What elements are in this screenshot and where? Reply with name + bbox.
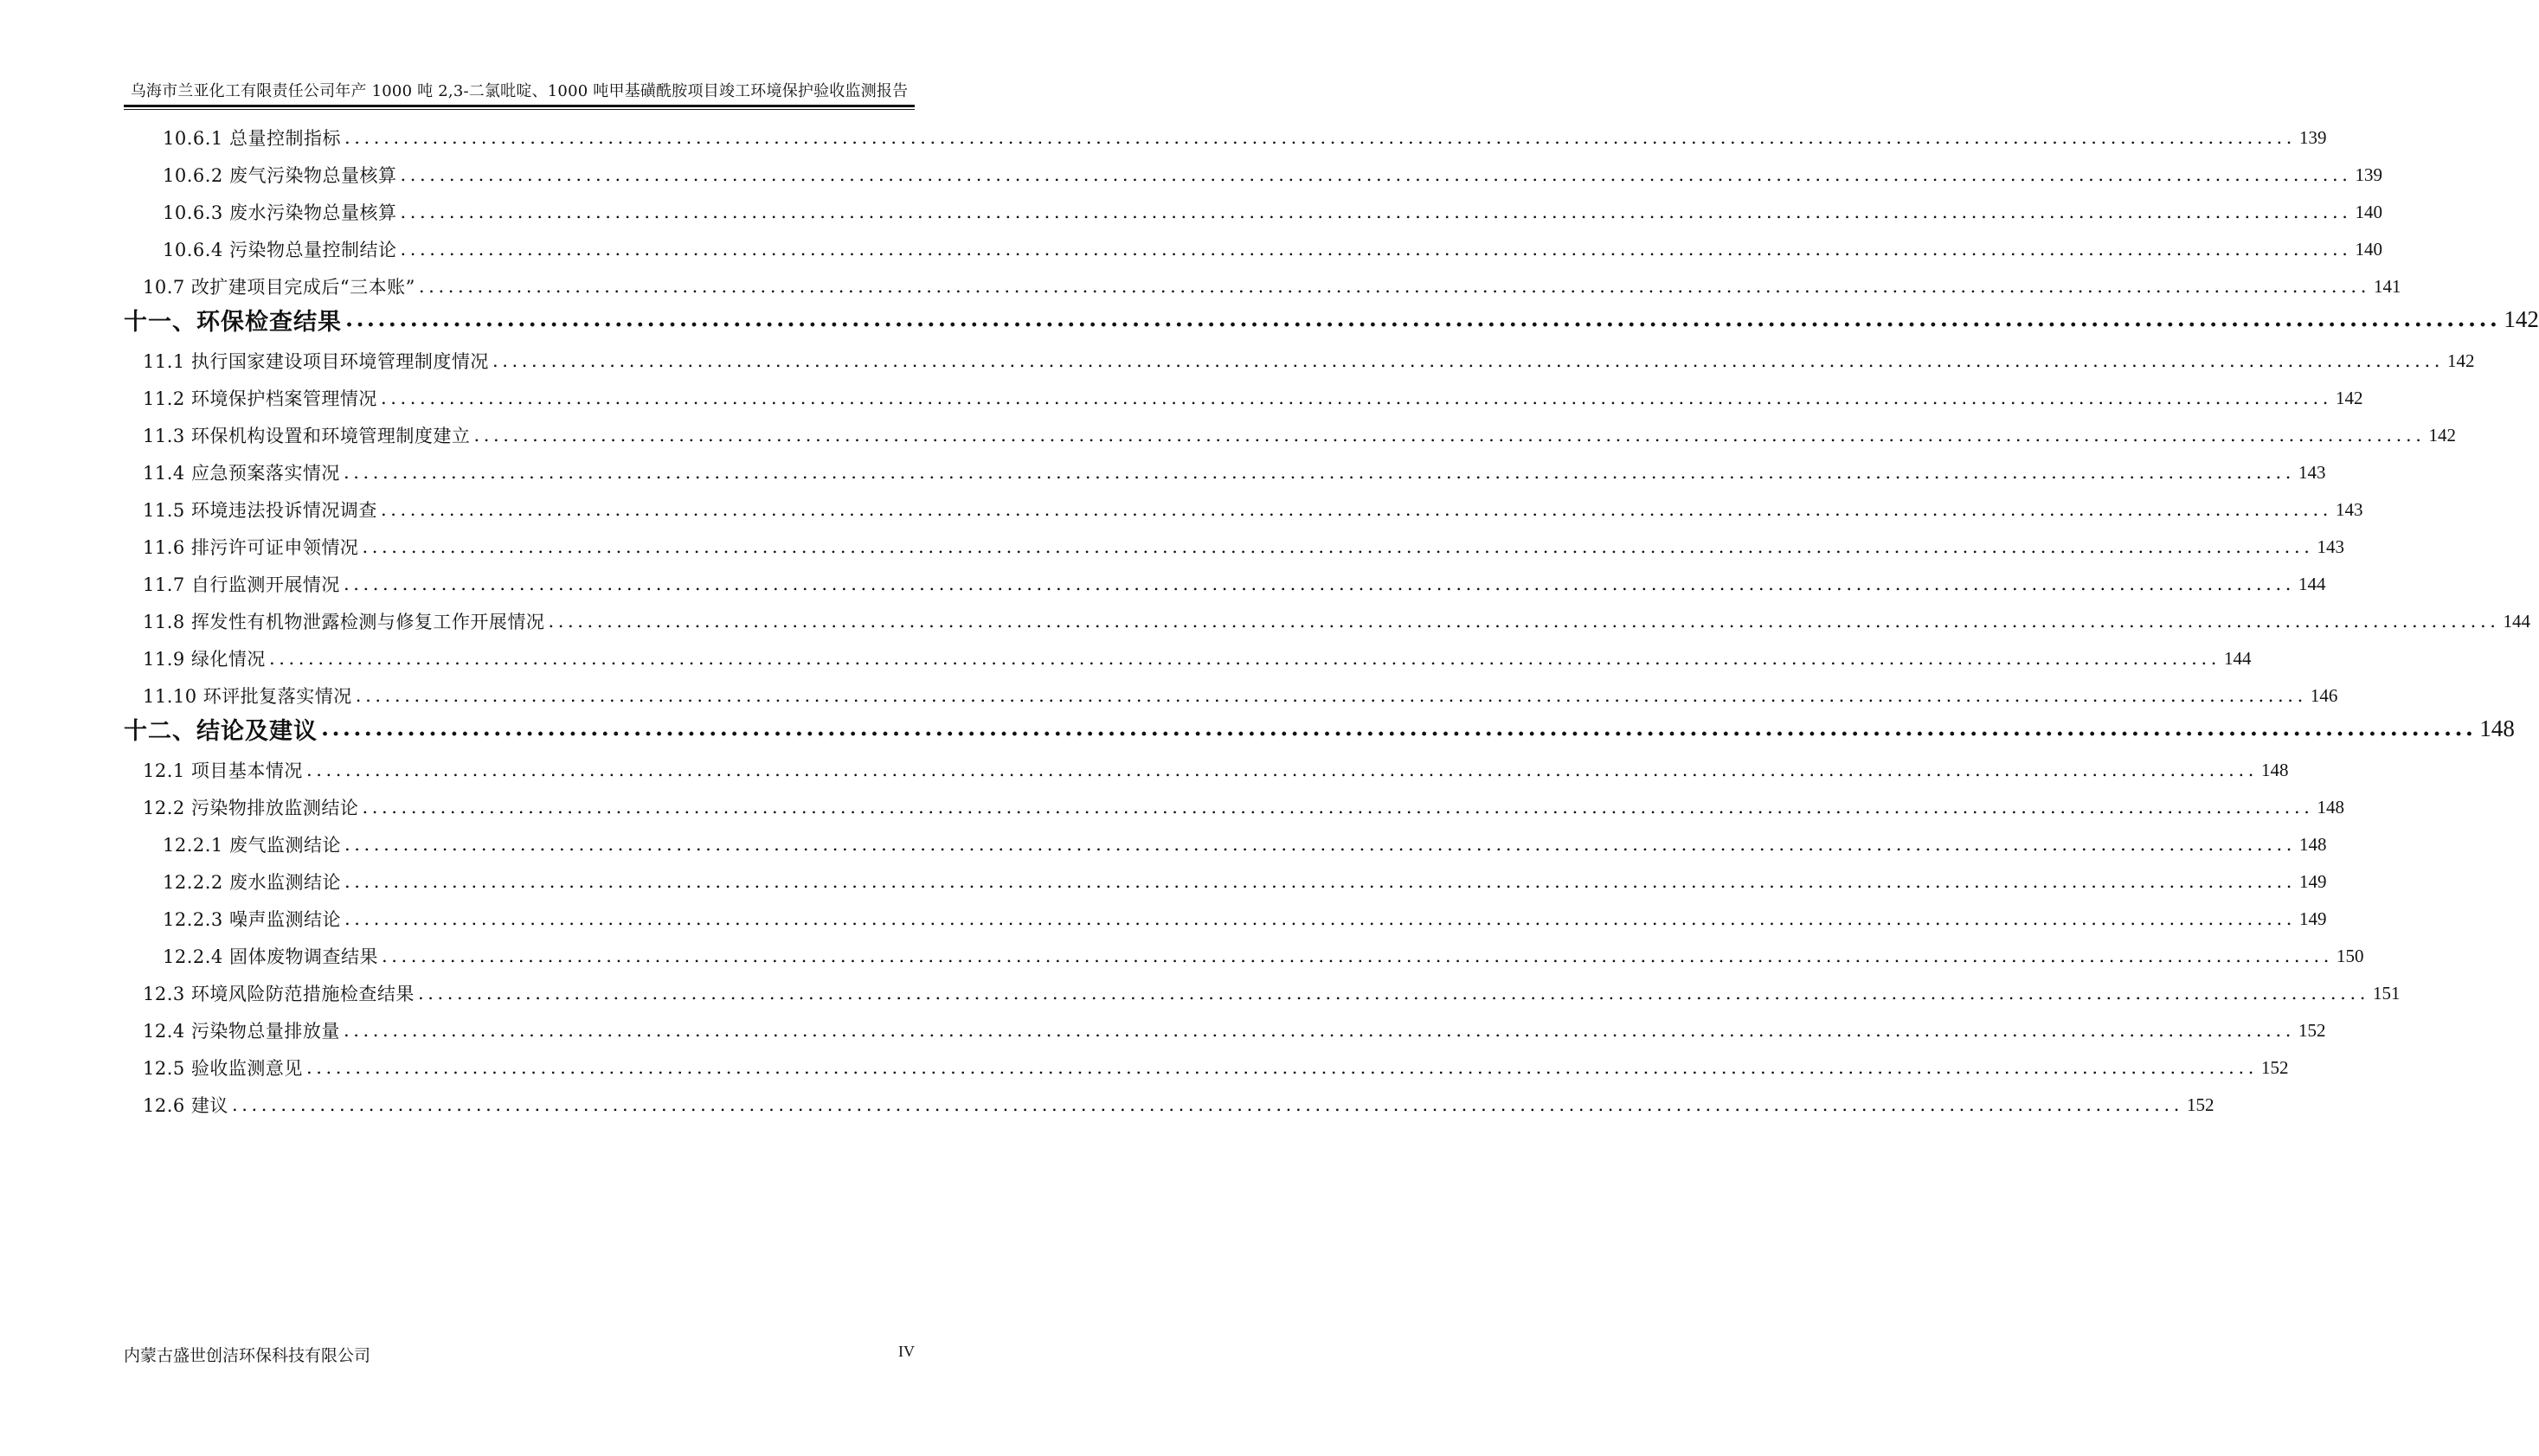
toc-entry-page: 139 [2299, 126, 2327, 148]
toc-dot-leader: ........................................................................................................................................................................................................ [344, 127, 2297, 148]
toc-entry[interactable] [124, 383, 2363, 413]
toc-entry-label: 12.4 污染物总量排放量 [143, 1021, 340, 1042]
toc-dot-leader: ........................................................................................................................................................................................................ [380, 499, 2332, 520]
toc-entry[interactable] [124, 420, 2456, 450]
toc-chapter-entry[interactable] [124, 305, 2539, 336]
toc-entry[interactable] [124, 941, 2364, 971]
toc-entry-label: 12.5 验收监测意见 [143, 1058, 303, 1079]
header-rule-thin [124, 109, 915, 110]
toc-dot-leader: ........................................................................................................................................................................................................ [344, 908, 2297, 929]
toc-entry-page: 142 [2447, 350, 2475, 371]
toc-dot-leader: ........................................................................................................................................................................................................ [345, 306, 2501, 332]
toc-entry-page: 139 [2355, 164, 2383, 185]
toc-dot-leader: ........................................................................................................................................................................................................ [305, 1057, 2258, 1078]
toc-entry-label: 12.1 项目基本情况 [143, 760, 303, 781]
toc-dot-leader: ........................................................................................................................................................................................................ [321, 715, 2477, 741]
toc-entry[interactable] [124, 904, 2327, 933]
footer-company: 内蒙古盛世创洁环保科技有限公司 [124, 1346, 371, 1365]
toc-entry[interactable] [124, 1090, 2214, 1119]
toc-entry-label: 11.7 自行监测开展情况 [143, 574, 340, 595]
toc-entry-page: 143 [2336, 498, 2363, 520]
toc-entry-page: 140 [2355, 201, 2383, 222]
toc-entry-label: 11.6 排污许可证申领情况 [143, 537, 359, 558]
toc-entry-label: 11.10 环评批复落实情况 [143, 686, 352, 707]
toc-dot-leader: ........................................................................................................................................................................................................ [362, 797, 2314, 818]
toc-entry-page: 143 [2298, 461, 2326, 483]
toc-entry[interactable] [124, 644, 2252, 673]
toc-dot-leader: ........................................................................................................................................................................................................ [418, 276, 2370, 297]
toc-entry-page: 149 [2299, 908, 2327, 929]
header-rule [124, 105, 915, 107]
toc-entry-label: 10.6.3 废水污染物总量核算 [163, 202, 397, 223]
toc-entry[interactable] [124, 272, 2401, 301]
toc-entry-page: 152 [2261, 1056, 2289, 1078]
toc-dot-leader: ........................................................................................................................................................................................................ [362, 536, 2314, 557]
toc-entry[interactable] [124, 606, 2530, 636]
toc-entry-page: 150 [2337, 945, 2364, 966]
toc-entry-page: 140 [2355, 238, 2383, 260]
toc-entry-label: 11.9 绿化情况 [143, 649, 266, 670]
document-header-title: 乌海市兰亚化工有限责任公司年产 1000 吨 2,3-二氯吡啶、1000 吨甲基磺酰胺项目竣工环境保护验收监测报告 [130, 82, 909, 100]
toc-entry-page: 144 [2298, 573, 2326, 594]
toc-dot-leader: ........................................................................................................................................................................................................ [343, 574, 2295, 594]
toc-dot-leader: ........................................................................................................................................................................................................ [400, 202, 2352, 222]
toc-entry[interactable] [124, 346, 2475, 375]
toc-entry-label: 11.2 环境保护档案管理情况 [143, 388, 377, 409]
toc-chapter-entry[interactable] [124, 714, 2515, 745]
toc-dot-leader: ........................................................................................................................................................................................................ [231, 1094, 2183, 1115]
toc-entry[interactable] [124, 569, 2326, 599]
toc-entry[interactable] [124, 792, 2344, 822]
toc-entry[interactable] [124, 495, 2363, 524]
toc-entry-page: 152 [2187, 1094, 2214, 1115]
toc-entry[interactable] [124, 867, 2327, 896]
toc-entry-page: 148 [2317, 796, 2344, 818]
toc-dot-leader: ........................................................................................................................................................................................................ [344, 834, 2297, 855]
toc-dot-leader: ........................................................................................................................................................................................................ [417, 983, 2369, 1004]
toc-entry-label: 12.6 建议 [143, 1095, 228, 1116]
toc-dot-leader: ........................................................................................................................................................................................................ [381, 946, 2334, 966]
toc-dot-leader: ........................................................................................................................................................................................................ [305, 760, 2258, 780]
toc-entry[interactable] [124, 123, 2327, 152]
toc-entry[interactable] [124, 160, 2383, 189]
toc-dot-leader: ........................................................................................................................................................................................................ [268, 648, 2221, 669]
toc-dot-leader: ........................................................................................................................................................................................................ [343, 462, 2295, 483]
toc-entry[interactable] [124, 234, 2383, 264]
toc-entry-label: 12.2.4 固体废物调查结果 [163, 946, 378, 967]
toc-entry[interactable] [124, 1016, 2326, 1045]
toc-entry-page: 149 [2299, 870, 2327, 892]
toc-entry-label: 11.5 环境违法投诉情况调查 [143, 500, 377, 521]
toc-entry[interactable] [124, 755, 2289, 785]
toc-entry-page: 151 [2373, 982, 2401, 1004]
toc-entry-label: 12.2 污染物排放监测结论 [143, 798, 359, 818]
toc-entry-page: 141 [2373, 275, 2401, 297]
toc-entry-label: 十二、结论及建议 [124, 717, 318, 745]
toc-entry-label: 11.1 执行国家建设项目环境管理制度情况 [143, 351, 489, 372]
toc-entry-label: 11.8 挥发性有机物泄露检测与修复工作开展情况 [143, 612, 545, 632]
toc-entry[interactable] [124, 458, 2326, 487]
toc-entry-label: 12.2.2 废水监测结论 [163, 872, 341, 893]
toc-entry-page: 152 [2298, 1019, 2326, 1041]
toc-entry[interactable] [124, 830, 2327, 859]
toc-entry-page: 142 [2504, 305, 2539, 332]
toc-entry[interactable] [124, 681, 2338, 710]
toc-dot-leader: ........................................................................................................................................................................................................ [400, 164, 2352, 185]
toc-entry-page: 148 [2261, 759, 2289, 780]
toc-entry-page: 143 [2317, 536, 2344, 557]
toc-entry-label: 12.3 环境风险防范措施检查结果 [143, 984, 415, 1004]
toc-entry-page: 144 [2224, 647, 2252, 669]
toc-entry-label: 11.3 环保机构设置和环境管理制度建立 [143, 426, 471, 446]
toc-entry-label: 11.4 应急预案落实情况 [143, 463, 340, 484]
toc-entry-label: 10.7 改扩建项目完成后“三本账” [143, 277, 415, 298]
toc-entry-page: 142 [2428, 424, 2456, 446]
toc-entry[interactable] [124, 1053, 2289, 1082]
toc-dot-leader: ........................................................................................................................................................................................................ [343, 1020, 2295, 1041]
toc-dot-leader: ........................................................................................................................................................................................................ [380, 388, 2332, 408]
toc-dot-leader: ........................................................................................................................................................................................................ [492, 350, 2444, 371]
toc-entry-page: 144 [2503, 610, 2530, 632]
toc-entry-label: 10.6.2 废气污染物总量核算 [163, 165, 397, 186]
toc-entry-label: 10.6.4 污染物总量控制结论 [163, 240, 397, 260]
toc-dot-leader: ........................................................................................................................................................................................................ [473, 425, 2426, 446]
toc-entry[interactable] [124, 532, 2344, 561]
toc-dot-leader: ........................................................................................................................................................................................................ [355, 685, 2307, 706]
toc-entry-page: 148 [2479, 715, 2515, 741]
toc-entry-label: 10.6.1 总量控制指标 [163, 128, 341, 149]
toc-entry-page: 148 [2299, 833, 2327, 855]
toc-entry[interactable] [124, 197, 2383, 227]
footer-page-number: IV [898, 1343, 915, 1360]
toc-dot-leader: ........................................................................................................................................................................................................ [344, 871, 2297, 892]
toc-dot-leader: ........................................................................................................................................................................................................ [400, 239, 2352, 260]
toc-entry-page: 142 [2336, 387, 2363, 408]
toc-entry-label: 12.2.1 废气监测结论 [163, 835, 341, 856]
toc-dot-leader: ........................................................................................................................................................................................................ [548, 611, 2500, 632]
toc-entry-label: 12.2.3 噪声监测结论 [163, 909, 341, 930]
toc-entry-label: 十一、环保检查结果 [124, 308, 342, 336]
toc-entry[interactable] [124, 978, 2401, 1008]
toc-entry-page: 146 [2310, 684, 2338, 706]
